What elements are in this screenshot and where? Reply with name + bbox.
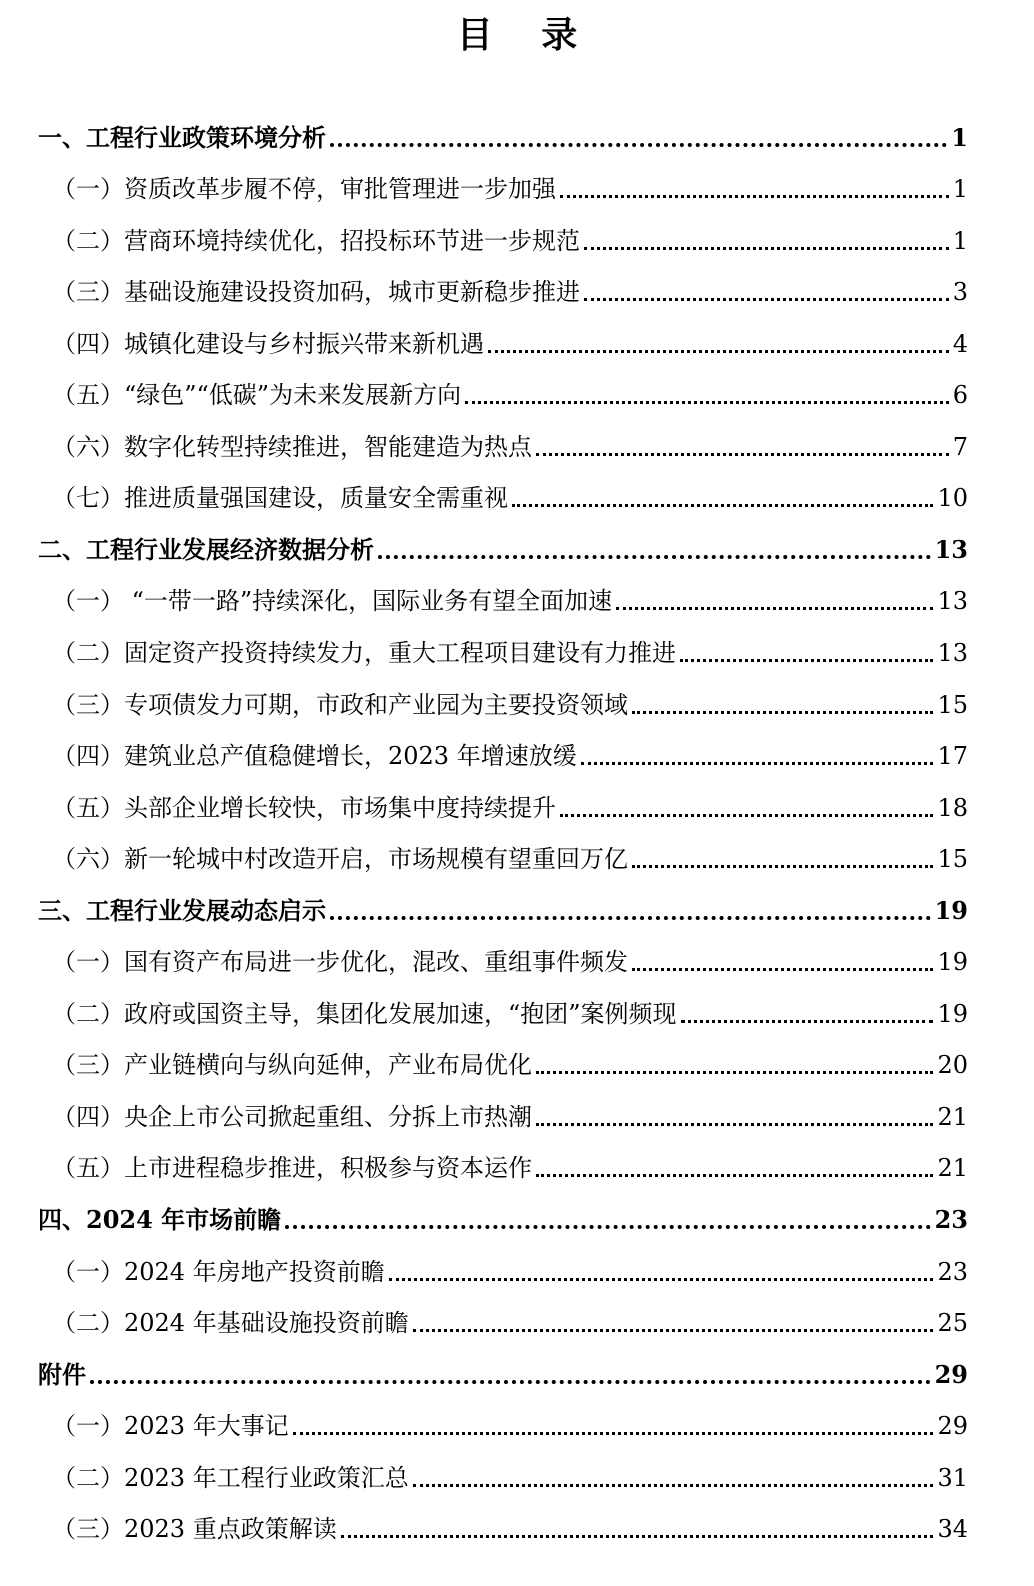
toc-page-number: 4 bbox=[952, 329, 968, 358]
toc-dot-leader bbox=[536, 1123, 933, 1126]
toc-subsection-entry[interactable] bbox=[38, 935, 968, 987]
toc-dot-leader bbox=[413, 1484, 934, 1487]
toc-page-number: 25 bbox=[937, 1309, 968, 1338]
toc-dot-leader bbox=[584, 298, 949, 301]
toc-dot-leader bbox=[90, 1380, 931, 1384]
toc-page-number: 29 bbox=[934, 1359, 968, 1389]
toc-entry-title: （六）新一轮城中村改造开启，市场规模有望重回万亿 bbox=[52, 845, 628, 874]
toc-entry-title: （三）2023 重点政策解读 bbox=[52, 1515, 337, 1544]
toc-page-number: 21 bbox=[937, 1102, 968, 1131]
toc-subsection-entry[interactable] bbox=[38, 419, 968, 471]
toc-dot-leader bbox=[378, 555, 931, 559]
toc-subsection-entry[interactable] bbox=[38, 162, 968, 214]
toc-subsection-entry[interactable] bbox=[38, 368, 968, 420]
toc-page-number: 13 bbox=[937, 639, 968, 668]
toc-dot-leader bbox=[581, 762, 934, 765]
toc-page-number: 13 bbox=[937, 587, 968, 616]
toc-list bbox=[38, 110, 968, 1553]
toc-entry-title: （四）央企上市公司掀起重组、分拆上市热潮 bbox=[52, 1102, 532, 1131]
toc-entry-title: 一、工程行业政策环境分析 bbox=[38, 122, 326, 152]
toc-title: 目 录 bbox=[456, 14, 596, 56]
toc-page-number: 29 bbox=[937, 1412, 968, 1441]
toc-subsection-entry[interactable] bbox=[38, 780, 968, 832]
toc-entry-title: （二）2023 年工程行业政策汇总 bbox=[52, 1463, 409, 1492]
toc-page-number: 10 bbox=[937, 484, 968, 513]
toc-dot-leader bbox=[680, 659, 933, 662]
toc-subsection-entry[interactable] bbox=[38, 574, 968, 626]
toc-subsection-entry[interactable] bbox=[38, 1141, 968, 1193]
toc-entry-title: （七）推进质量强国建设，质量安全需重视 bbox=[52, 484, 508, 513]
toc-subsection-entry[interactable] bbox=[38, 1502, 968, 1554]
toc-subsection-entry[interactable] bbox=[38, 1244, 968, 1296]
toc-dot-leader bbox=[293, 1432, 934, 1435]
toc-entry-title: （二）营商环境持续优化，招投标环节进一步规范 bbox=[52, 226, 580, 255]
toc-section-entry[interactable] bbox=[38, 522, 968, 574]
toc-entry-title: 四、2024 年市场前瞻 bbox=[38, 1205, 282, 1235]
toc-dot-leader bbox=[681, 1020, 934, 1023]
toc-entry-title: （一）2023 年大事记 bbox=[52, 1412, 289, 1441]
toc-page-number: 34 bbox=[937, 1515, 968, 1544]
toc-dot-leader bbox=[341, 1535, 934, 1538]
toc-subsection-entry[interactable] bbox=[38, 213, 968, 265]
toc-dot-leader bbox=[330, 143, 947, 147]
toc-dot-leader bbox=[512, 504, 933, 507]
toc-dot-leader bbox=[632, 865, 933, 868]
toc-section-entry[interactable] bbox=[38, 883, 968, 935]
toc-section-entry[interactable] bbox=[38, 1347, 968, 1399]
toc-page-number: 21 bbox=[937, 1154, 968, 1183]
toc-page-number: 6 bbox=[952, 381, 968, 410]
toc-page-number: 20 bbox=[937, 1051, 968, 1080]
toc-subsection-entry[interactable] bbox=[38, 832, 968, 884]
toc-entry-title: 二、工程行业发展经济数据分析 bbox=[38, 534, 374, 564]
toc-page-number: 7 bbox=[952, 432, 968, 461]
toc-subsection-entry[interactable] bbox=[38, 1450, 968, 1502]
toc-subsection-entry[interactable] bbox=[38, 471, 968, 523]
toc-page-number: 17 bbox=[937, 742, 968, 771]
toc-dot-leader bbox=[560, 814, 933, 817]
toc-subsection-entry[interactable] bbox=[38, 316, 968, 368]
toc-dot-leader bbox=[285, 1225, 930, 1229]
toc-page-number: 1 bbox=[952, 175, 968, 204]
toc-page-number: 19 bbox=[937, 999, 968, 1028]
toc-dot-leader bbox=[488, 350, 949, 353]
toc-entry-title: （六）数字化转型持续推进，智能建造为热点 bbox=[52, 432, 532, 461]
toc-entry-title: （三）基础设施建设投资加码，城市更新稳步推进 bbox=[52, 278, 580, 307]
toc-dot-leader bbox=[616, 607, 933, 610]
toc-entry-title: （四）城镇化建设与乡村振兴带来新机遇 bbox=[52, 329, 484, 358]
toc-entry-title: 三、工程行业发展动态启示 bbox=[38, 895, 326, 925]
toc-dot-leader bbox=[632, 711, 933, 714]
toc-section-entry[interactable] bbox=[38, 1192, 968, 1244]
toc-entry-title: （五）头部企业增长较快，市场集中度持续提升 bbox=[52, 793, 556, 822]
toc-subsection-entry[interactable] bbox=[38, 625, 968, 677]
toc-page-number: 19 bbox=[934, 895, 968, 925]
toc-entry-title: （三）产业链横向与纵向延伸，产业布局优化 bbox=[52, 1051, 532, 1080]
toc-dot-leader bbox=[632, 968, 933, 971]
toc-dot-leader bbox=[536, 1174, 933, 1177]
toc-entry-title: （一） “一带一路”持续深化，国际业务有望全面加速 bbox=[52, 587, 613, 616]
toc-dot-leader bbox=[536, 453, 949, 456]
toc-page-number: 23 bbox=[937, 1257, 968, 1286]
toc-page-number: 19 bbox=[937, 948, 968, 977]
toc-entry-title: 附件 bbox=[38, 1359, 86, 1389]
toc-entry-title: （二）2024 年基础设施投资前瞻 bbox=[52, 1309, 409, 1338]
toc-subsection-entry[interactable] bbox=[38, 265, 968, 317]
toc-entry-title: （一）资质改革步履不停，审批管理进一步加强 bbox=[52, 175, 556, 204]
toc-entry-title: （二）固定资产投资持续发力，重大工程项目建设有力推进 bbox=[52, 639, 676, 668]
toc-entry-title: （四）建筑业总产值稳健增长，2023 年增速放缓 bbox=[52, 742, 577, 771]
toc-dot-leader bbox=[330, 916, 931, 920]
toc-entry-title: （五）上市进程稳步推进，积极参与资本运作 bbox=[52, 1154, 532, 1183]
toc-page-number: 1 bbox=[952, 226, 968, 255]
toc-page-number: 3 bbox=[952, 278, 968, 307]
toc-page-number: 15 bbox=[937, 690, 968, 719]
toc-page-number: 13 bbox=[934, 534, 968, 564]
toc-subsection-entry[interactable] bbox=[38, 1296, 968, 1348]
toc-entry-title: （一）2024 年房地产投资前瞻 bbox=[52, 1257, 385, 1286]
toc-subsection-entry[interactable] bbox=[38, 677, 968, 729]
toc-dot-leader bbox=[560, 195, 949, 198]
toc-entry-title: （三）专项债发力可期，市政和产业园为主要投资领域 bbox=[52, 690, 628, 719]
toc-entry-title: （五）“绿色”“低碳”为未来发展新方向 bbox=[52, 381, 462, 410]
toc-dot-leader bbox=[413, 1329, 934, 1332]
toc-subsection-entry[interactable] bbox=[38, 1399, 968, 1451]
toc-dot-leader bbox=[536, 1071, 933, 1074]
toc-subsection-entry[interactable] bbox=[38, 1038, 968, 1090]
toc-entry-title: （一）国有资产布局进一步优化，混改、重组事件频发 bbox=[52, 948, 628, 977]
toc-page-number: 1 bbox=[951, 122, 968, 152]
toc-page-number: 18 bbox=[937, 793, 968, 822]
toc-subsection-entry[interactable] bbox=[38, 729, 968, 781]
toc-subsection-entry[interactable] bbox=[38, 1089, 968, 1141]
toc-dot-leader bbox=[389, 1278, 934, 1281]
toc-entry-title: （二）政府或国资主导，集团化发展加速，“抱团”案例频现 bbox=[52, 999, 677, 1028]
toc-page-number: 23 bbox=[934, 1205, 968, 1235]
toc-dot-leader bbox=[465, 401, 949, 404]
toc-section-entry[interactable] bbox=[38, 110, 968, 162]
toc-subsection-entry[interactable] bbox=[38, 986, 968, 1038]
toc-page-number: 15 bbox=[937, 845, 968, 874]
toc-page-number: 31 bbox=[937, 1463, 968, 1492]
toc-dot-leader bbox=[584, 247, 949, 250]
